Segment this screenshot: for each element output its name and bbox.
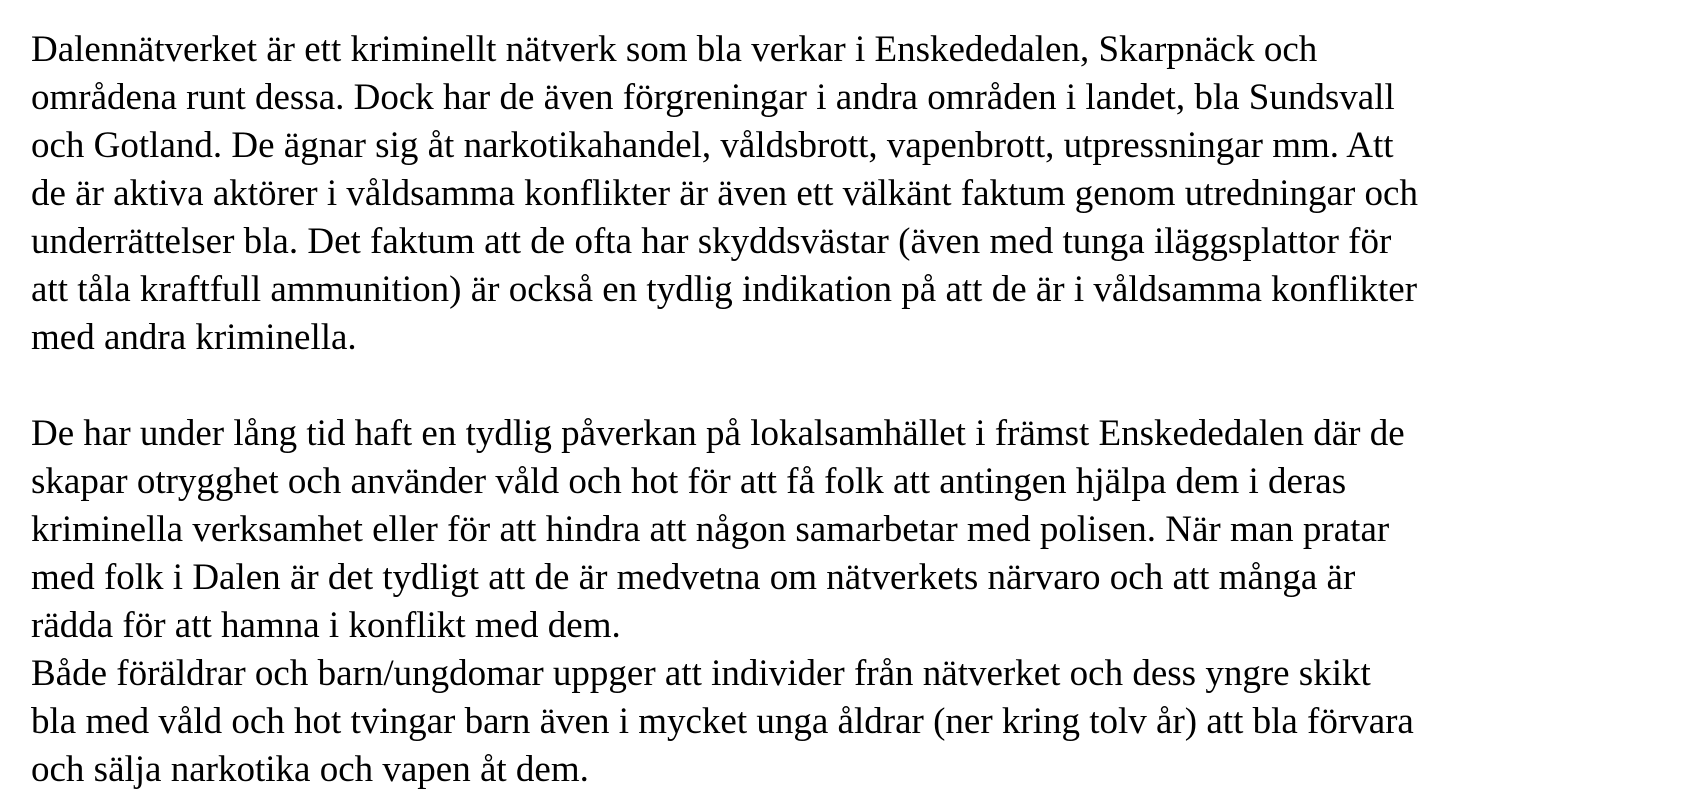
paragraph-3 <box>31 650 1691 794</box>
text-line: De har under lång tid haft en tydlig påverkan på lokalsamhället i främst Enskededalen där de <box>31 413 1405 454</box>
text-line: med andra kriminella. <box>31 317 357 358</box>
paragraph-gap <box>31 362 1691 410</box>
text-line: med folk i Dalen är det tydligt att de är medvetna om nätverkets närvaro och att många är <box>31 557 1356 598</box>
text-line: att tåla kraftfull ammunition) är också en tydlig indikation på att de är i våldsamma konflikter <box>31 269 1418 310</box>
text-line: och Gotland. De ägnar sig åt narkotikahandel, våldsbrott, vapenbrott, utpressningar mm. Att <box>31 125 1394 166</box>
text-line: Både föräldrar och barn/ungdomar uppger att individer från nätverket och dess yngre skikt <box>31 653 1371 694</box>
paragraph-1 <box>31 26 1691 362</box>
text-line: områdena runt dessa. Dock har de även förgreningar i andra områden i landet, bla Sundsvall <box>31 77 1395 118</box>
text-line: Dalennätverket är ett kriminellt nätverk som bla verkar i Enskededalen, Skarpnäck och <box>31 29 1318 70</box>
text-line: kriminella verksamhet eller för att hindra att någon samarbetar med polisen. När man pratar <box>31 509 1390 550</box>
text-line: bla med våld och hot tvingar barn även i mycket unga åldrar (ner kring tolv år) att bla förvara <box>31 701 1414 742</box>
text-line: underrättelser bla. Det faktum att de ofta har skyddsvästar (även med tunga iläggsplattor för <box>31 221 1392 262</box>
text-line: och sälja narkotika och vapen åt dem. <box>31 749 589 790</box>
paragraph-2 <box>31 410 1691 650</box>
document-body <box>31 26 1691 794</box>
text-line: rädda för att hamna i konflikt med dem. <box>31 605 621 646</box>
text-line: skapar otrygghet och använder våld och hot för att få folk att antingen hjälpa dem i deras <box>31 461 1347 502</box>
text-line: de är aktiva aktörer i våldsamma konflikter är även ett välkänt faktum genom utredningar och <box>31 173 1418 214</box>
